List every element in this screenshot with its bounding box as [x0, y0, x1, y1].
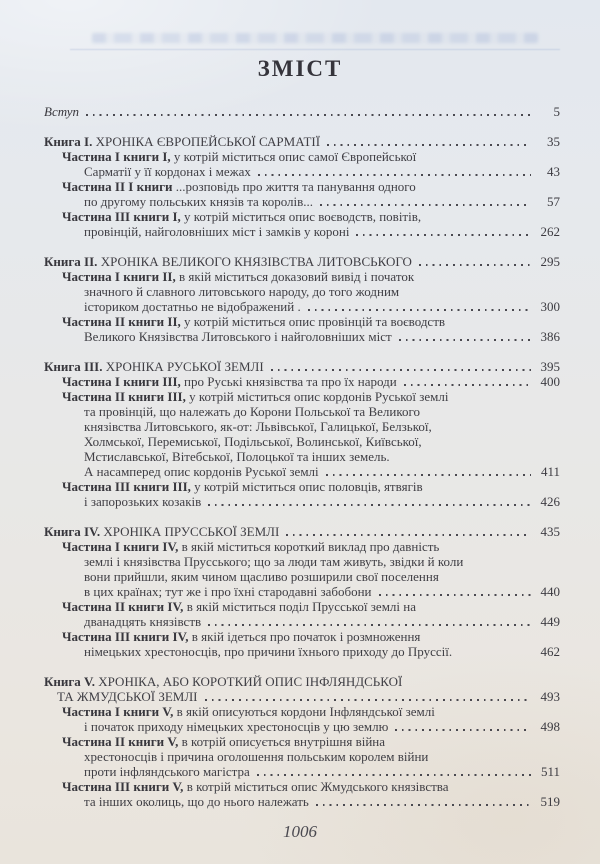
leader-dots	[356, 234, 531, 236]
toc-text: Частина I книги III, про Руські князівства та про їх народи	[62, 374, 397, 389]
toc-text: Частина III книги IV, в якій ідеться про початок і розмноження	[62, 629, 421, 644]
toc-text: Сарматії у її кордонах і межах	[84, 164, 251, 179]
toc-line	[44, 104, 560, 119]
toc-text: по другому польських князів та королів...	[84, 194, 314, 209]
toc-line	[44, 719, 560, 734]
page-showthrough-rule	[70, 49, 560, 50]
toc-text: значного й славного литовського народу, до того жодним	[84, 284, 400, 299]
toc-line	[44, 224, 560, 239]
toc-line	[44, 629, 560, 644]
toc-line	[44, 494, 560, 509]
toc-text: Частина I книги II, в якій міститься доказовий вивід і початок	[62, 269, 415, 284]
toc-line	[44, 779, 560, 794]
toc-entry-part	[44, 734, 560, 779]
toc-entry-part	[44, 539, 560, 599]
toc-text: істориком достатньо не відображений .	[84, 299, 301, 314]
toc-page-number: 440	[540, 584, 560, 599]
toc-label: Книга III.	[44, 359, 103, 374]
toc-text: дванадцять князівств	[84, 614, 202, 629]
toc-line	[44, 194, 560, 209]
toc-label: Частина III книги I,	[62, 209, 181, 224]
toc-label: Частина II I книги	[62, 179, 173, 194]
toc-line	[44, 149, 560, 164]
leader-dots	[320, 204, 531, 206]
toc-text: Частина II книги V, в котрій описується внутрішня війна	[62, 734, 386, 749]
toc-page-number: 511	[540, 764, 560, 779]
toc-entry-book	[44, 254, 560, 269]
toc-line	[44, 179, 560, 194]
toc-line	[44, 254, 560, 269]
toc-text: Частина I книги IV, в якій міститься короткий виклад про давність	[62, 539, 440, 554]
toc-line	[44, 374, 560, 389]
toc-page-number: 262	[540, 224, 560, 239]
toc-text: Книга I. ХРОНІКА ЄВРОПЕЙСЬКОЇ САРМАТІЇ	[44, 134, 321, 149]
toc-line	[44, 404, 560, 419]
toc-line	[44, 554, 560, 569]
toc-entry-intro	[44, 104, 560, 119]
toc-entry-part	[44, 179, 560, 209]
toc-text: Великого Князівства Литовського і найголовніших міст	[84, 329, 392, 344]
toc-text: і запорозьких козаків	[84, 494, 202, 509]
toc-line	[44, 359, 560, 374]
toc-page-number: 435	[540, 524, 560, 539]
toc-page-number: 449	[540, 614, 560, 629]
toc-line	[44, 134, 560, 149]
toc-text: А насамперед опис кордонів Руської землі	[84, 464, 319, 479]
toc-label: Частина I книги III,	[62, 374, 181, 389]
toc-label: Частина I книги V,	[62, 704, 174, 719]
toc-line	[44, 569, 560, 584]
toc-text: Частина II книги III, у котрій міститься опис кордонів Руської землі	[62, 389, 449, 404]
toc-text: Частина II книги IV, в якій міститься поділ Прусської землі на	[62, 599, 417, 614]
toc-line	[44, 164, 560, 179]
leader-dots	[379, 594, 531, 596]
toc-line	[44, 434, 560, 449]
page-showthrough-text	[92, 33, 538, 43]
toc-label: Частина II книги V,	[62, 734, 179, 749]
toc-label: Частина I книги I,	[62, 149, 171, 164]
toc-line	[44, 449, 560, 464]
toc-page-number: 400	[540, 374, 560, 389]
toc-page-number: 426	[540, 494, 560, 509]
toc-text: землі і князівства Прусського; що за люди там живуть, звідки й коли	[84, 554, 464, 569]
toc-text: Частина II книги II, у котрій міститься опис провінцій та воєводств	[62, 314, 446, 329]
toc-text: Частина I книги I, у котрій міститься опис самої Європейської	[62, 149, 417, 164]
toc-entry-part	[44, 149, 560, 179]
toc-page-number: 57	[547, 194, 560, 209]
toc-text: Частина I книги V, в якій описуються кордони Інфляндської землі	[62, 704, 435, 719]
toc-page-number: 498	[540, 719, 560, 734]
toc-line	[44, 539, 560, 554]
toc-line	[44, 284, 560, 299]
toc-entry-part	[44, 389, 560, 479]
toc-text	[44, 104, 79, 119]
toc-label: Частина III книги V,	[62, 779, 184, 794]
toc-text: і початок приходу німецьких хрестоносців у цю землю	[84, 719, 389, 734]
toc-page-number: 35	[547, 134, 560, 149]
toc-label: Частина I книги IV,	[62, 539, 179, 554]
toc-label: Частина III книги III,	[62, 479, 191, 494]
toc-line	[44, 389, 560, 404]
toc-label: Частина II книги II,	[62, 314, 181, 329]
toc-line	[44, 599, 560, 614]
toc-entry-part	[44, 779, 560, 809]
toc-text: ТА ЖМУДСЬКОЇ ЗЕМЛІ	[57, 689, 198, 704]
toc-page-number: 43	[547, 164, 560, 179]
toc-label: Книга IV.	[44, 524, 101, 539]
toc-line	[44, 209, 560, 224]
leader-dots	[257, 774, 531, 776]
leader-dots	[419, 264, 531, 266]
toc-text: Книга V. ХРОНІКА, АБО КОРОТКИЙ ОПИС ІНФЛЯНДСЬКОЇ	[44, 674, 403, 689]
toc-entry-part	[44, 209, 560, 239]
toc-text: Холмської, Перемиської, Подільської, Волинської, Київської,	[84, 434, 422, 449]
toc-entry-part	[44, 269, 560, 314]
toc-label: Частина II книги III,	[62, 389, 186, 404]
toc-page-number: 519	[540, 794, 560, 809]
toc-text: в цих країнах; тут же і про їхні стародавні забобони	[84, 584, 372, 599]
toc-line	[44, 524, 560, 539]
toc-page-number: 295	[540, 254, 560, 269]
toc-entry-part	[44, 629, 560, 659]
toc-page-number: 462	[540, 644, 560, 659]
toc-page-number: 411	[540, 464, 560, 479]
toc-line	[44, 269, 560, 284]
toc-label: Вступ	[44, 104, 80, 119]
toc-text: Частина II I книги ...розповідь про життя та панування одного	[62, 179, 416, 194]
leader-dots	[86, 114, 531, 116]
toc-line	[44, 314, 560, 329]
toc-line	[44, 674, 560, 689]
toc-text: Книга II. ХРОНІКА ВЕЛИКОГО КНЯЗІВСТВА ЛИТОВСЬКОГО	[44, 254, 412, 269]
toc-text: князівства Литовського, як-от: Львівської, Галицької, Белзької,	[84, 419, 432, 434]
toc-entry-part	[44, 374, 560, 389]
toc-text: Частина III книги III, у котрій міститься опис половців, ятвягів	[62, 479, 423, 494]
toc-line	[44, 794, 560, 809]
toc-text: німецьких хрестоносців, про причини їхнього приходу до Пруссії.	[84, 644, 453, 659]
toc-entry-part	[44, 479, 560, 509]
toc-line	[44, 329, 560, 344]
toc-entry-book	[44, 674, 560, 704]
toc-entry-book	[44, 359, 560, 374]
toc-page-number: 5	[553, 104, 560, 119]
toc-entry-part	[44, 314, 560, 344]
toc-text: проти інфляндського магістра	[84, 764, 250, 779]
toc-label: Книга II.	[44, 254, 98, 269]
toc-line	[44, 644, 560, 659]
toc-text: Книга IV. ХРОНІКА ПРУССЬКОЇ ЗЕМЛІ	[44, 524, 280, 539]
toc-page-number: 300	[540, 299, 560, 314]
toc-page-number: 386	[540, 329, 560, 344]
toc-text: хрестоносців і причина оголошення польським королем війни	[84, 749, 429, 764]
toc-line	[44, 299, 560, 314]
toc-line	[44, 734, 560, 749]
toc-line	[44, 419, 560, 434]
toc-label: Книга V.	[44, 674, 96, 689]
toc-label: Частина I книги II,	[62, 269, 176, 284]
toc-entry-part	[44, 704, 560, 734]
leader-dots	[327, 144, 531, 146]
leader-dots	[308, 309, 531, 311]
toc-entry-book	[44, 134, 560, 149]
toc-line	[44, 584, 560, 599]
leader-dots	[205, 699, 531, 701]
toc-entry-book	[44, 524, 560, 539]
toc-line	[44, 749, 560, 764]
toc-line	[44, 689, 560, 704]
leader-dots	[208, 504, 531, 506]
toc-line	[44, 614, 560, 629]
toc-text: Мстиславської, Вітебської, Полоцької та інших земель.	[84, 449, 390, 464]
leader-dots	[258, 174, 531, 176]
leader-dots	[326, 474, 531, 476]
leader-dots	[404, 384, 531, 386]
leader-dots	[399, 339, 531, 341]
toc-line	[44, 479, 560, 494]
toc-text: та інших околиць, що до нього належать	[84, 794, 309, 809]
toc-page-number: 395	[540, 359, 560, 374]
toc-text: Книга III. ХРОНІКА РУСЬКОЇ ЗЕМЛІ	[44, 359, 264, 374]
toc-entry-part	[44, 599, 560, 629]
toc-label: Книга I.	[44, 134, 93, 149]
toc-line	[44, 704, 560, 719]
toc-list	[44, 104, 560, 809]
toc-text: Частина III книги I, у котрій міститься опис воєводств, повітів,	[62, 209, 422, 224]
toc-text: провінцій, найголовніших міст і замків у короні	[84, 224, 350, 239]
toc-text: Частина III книги V, в котрій міститься опис Жмудського князівства	[62, 779, 449, 794]
toc-page-number: 493	[540, 689, 560, 704]
folio-page-number: 1006	[283, 822, 317, 841]
toc-text: та провінцій, що належать до Корони Польської та Великого	[84, 404, 420, 419]
leader-dots	[271, 369, 531, 371]
toc-line	[44, 464, 560, 479]
leader-dots	[459, 654, 531, 656]
toc-label: Частина II книги IV,	[62, 599, 184, 614]
toc-label: Частина III книги IV,	[62, 629, 189, 644]
leader-dots	[208, 624, 531, 626]
toc-text: вони прийшли, яким чином щасливо розширили свої поселення	[84, 569, 439, 584]
leader-dots	[316, 804, 531, 806]
leader-dots	[286, 534, 531, 536]
leader-dots	[395, 729, 531, 731]
contents-title: ЗМІСТ	[257, 56, 343, 81]
toc-line	[44, 764, 560, 779]
